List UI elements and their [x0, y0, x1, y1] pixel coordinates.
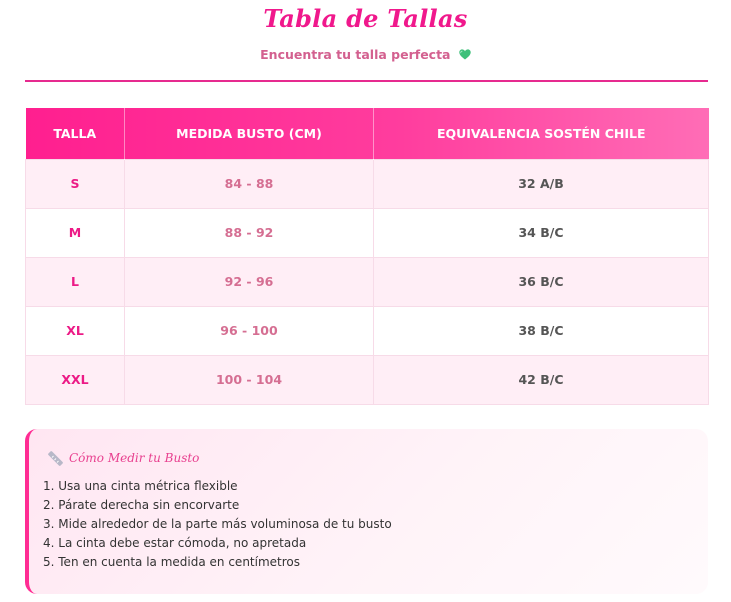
- size-cell: XL: [26, 306, 125, 355]
- bust-cell: 84 - 88: [125, 159, 374, 208]
- table-row: [26, 208, 709, 257]
- guide-steps: [43, 477, 392, 572]
- equivalence-cell: 42 B/C: [374, 355, 709, 404]
- table-row: [26, 159, 709, 208]
- list-item: 4. La cinta debe estar cómoda, no apretada: [43, 536, 307, 550]
- size-table: [25, 108, 709, 405]
- equivalence-cell: 38 B/C: [374, 306, 709, 355]
- table-header-row: [26, 108, 709, 159]
- column-header-equivalence: EQUIVALENCIA SOSTÉN CHILE: [436, 125, 646, 141]
- equivalence-cell: 34 B/C: [374, 208, 709, 257]
- column-header-size: TALLA: [26, 108, 125, 159]
- header-divider: [25, 80, 708, 82]
- guide-title: [48, 449, 199, 467]
- table-row: [26, 257, 709, 306]
- list-item: 5. Ten en cuenta la medida en centímetros: [43, 555, 301, 569]
- guide-title-text: Cómo Medir tu Busto: [69, 451, 200, 465]
- list-item: 2. Párate derecha sin encorvarte: [43, 498, 240, 512]
- measurement-guide: [25, 429, 708, 594]
- ruler-icon: [48, 451, 63, 466]
- size-cell: M: [26, 208, 125, 257]
- subtitle-text: Encuentra tu talla perfecta: [260, 47, 451, 62]
- page-title: Tabla de Tallas: [263, 4, 468, 33]
- equivalence-cell: 32 A/B: [374, 159, 709, 208]
- size-cell: XXL: [26, 355, 125, 404]
- table-row: [26, 306, 709, 355]
- column-header-bust: MEDIDA BUSTO (CM): [125, 108, 374, 159]
- size-cell: L: [26, 257, 125, 306]
- equivalence-cell: 36 B/C: [374, 257, 709, 306]
- table-row: [26, 355, 709, 404]
- green-heart-icon: [459, 49, 471, 60]
- list-item: 3. Mide alrededor de la parte más voluminosa de tu busto: [43, 517, 392, 531]
- list-item: 1. Usa una cinta métrica flexible: [43, 479, 238, 493]
- bust-cell: 88 - 92: [125, 208, 374, 257]
- page-subtitle: [0, 47, 731, 62]
- size-cell: S: [26, 159, 125, 208]
- bust-cell: 92 - 96: [125, 257, 374, 306]
- bust-cell: 96 - 100: [125, 306, 374, 355]
- bust-cell: 100 - 104: [125, 355, 374, 404]
